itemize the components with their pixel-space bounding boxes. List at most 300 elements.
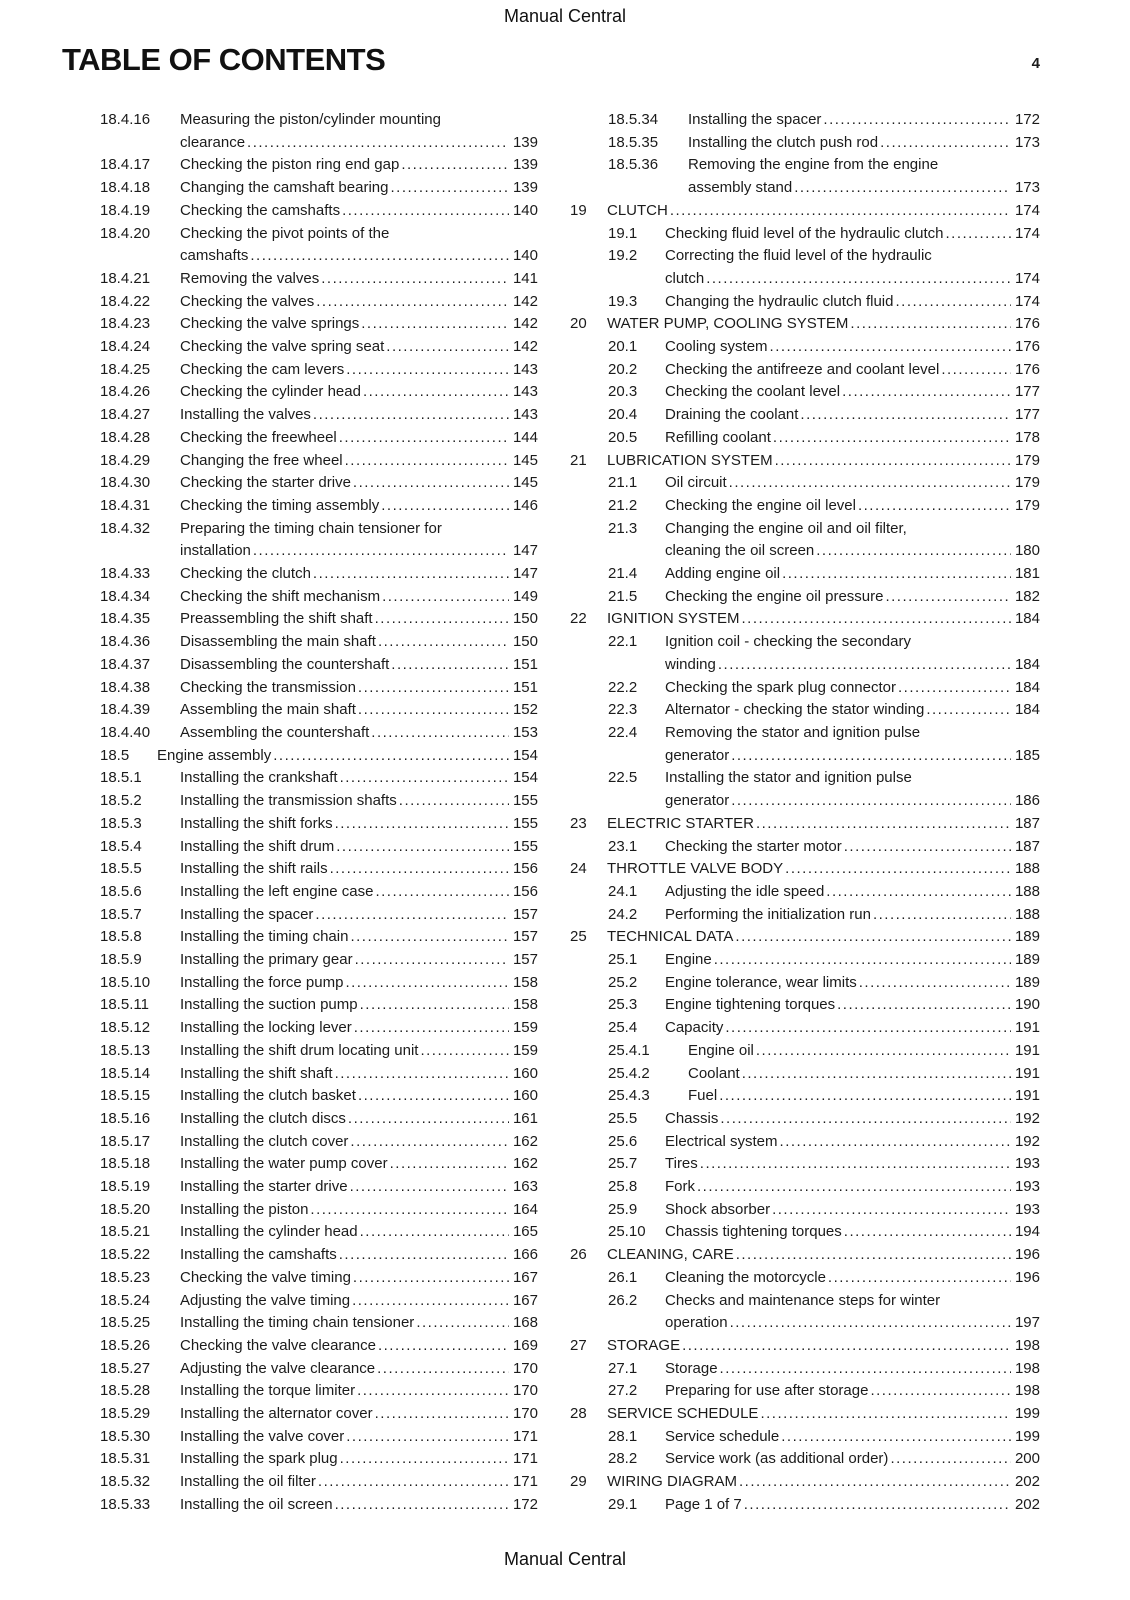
toc-entry-last-line — [688, 132, 1040, 155]
toc-entry — [62, 177, 538, 200]
toc-entry-title: Installing the transmission shafts — [180, 792, 397, 810]
toc-entry-title: Installing the clutch cover — [180, 1132, 349, 1150]
toc-entry-title: Preparing for use after storage — [665, 1382, 869, 1400]
toc-entry-body — [665, 336, 1040, 359]
toc-entry-last-line — [665, 1494, 1040, 1517]
dot-leader — [350, 926, 509, 949]
dot-leader — [742, 608, 1011, 631]
toc-entry-title: Shock absorber — [665, 1200, 771, 1218]
running-footer: Manual Central — [503, 1549, 627, 1569]
toc-entry-page: 139 — [512, 133, 538, 151]
toc-entry — [62, 472, 538, 495]
toc-entry-title: Disassembling the countershaft — [180, 655, 390, 673]
dot-leader — [775, 450, 1011, 473]
toc-entry-body — [665, 994, 1040, 1017]
toc-entry-body — [180, 1131, 538, 1154]
toc-entry-last-line — [180, 1085, 538, 1108]
toc-entry-last-line — [665, 1131, 1040, 1154]
toc-entry — [570, 1063, 1040, 1086]
toc-entry-last-line — [665, 790, 1040, 813]
dot-leader — [273, 745, 509, 768]
toc-entry-last-line — [665, 972, 1040, 995]
toc-entry-body — [180, 472, 538, 495]
toc-entry-number: 28 — [570, 1405, 587, 1423]
toc-entry — [62, 836, 538, 859]
toc-entry-body — [665, 1153, 1040, 1176]
toc-entry — [570, 313, 1040, 336]
toc-entry-page: 173 — [1014, 179, 1040, 197]
toc-entry — [62, 1017, 538, 1040]
toc-entry-title: Installing the left engine case — [180, 882, 374, 900]
toc-entry-last-line — [180, 1403, 538, 1426]
toc-entry-page: 144 — [512, 428, 538, 446]
toc-entry-body — [665, 1358, 1040, 1381]
toc-entry-last-line — [180, 1380, 538, 1403]
toc-entry-body — [180, 1335, 538, 1358]
dot-leader — [885, 586, 1011, 609]
toc-entry-body — [665, 1108, 1040, 1131]
toc-entry-page: 196 — [1014, 1246, 1040, 1264]
toc-entry-number: 18.5.11 — [100, 996, 149, 1014]
dot-leader — [355, 949, 509, 972]
toc-entry-body — [665, 1176, 1040, 1199]
toc-entry-page: 191 — [1014, 1041, 1040, 1059]
toc-entry-number: 18.4.31 — [100, 496, 151, 514]
toc-entry-title: Disassembling the main shaft — [180, 633, 376, 651]
toc-entry — [62, 994, 538, 1017]
toc-entry-body — [157, 745, 538, 768]
toc-entry-title: SERVICE SCHEDULE — [607, 1405, 759, 1423]
toc-entry-number: 18.4.24 — [100, 338, 151, 356]
toc-entry-body — [665, 223, 1040, 246]
dot-leader — [823, 109, 1011, 132]
toc-entry — [62, 1358, 538, 1381]
toc-entry-number: 25.10 — [608, 1223, 646, 1241]
toc-entry-title: Installing the valve cover — [180, 1427, 345, 1445]
toc-entry-number: 21.3 — [608, 519, 638, 537]
toc-entry-number: 23.1 — [608, 837, 638, 855]
dot-leader — [873, 904, 1011, 927]
toc-entry-title: Alternator - checking the stator winding — [665, 701, 925, 719]
toc-entry-body — [180, 1176, 538, 1199]
toc-entry-number: 18.5.10 — [100, 973, 151, 991]
dot-leader — [756, 813, 1011, 836]
toc-entry-page: 161 — [512, 1109, 538, 1127]
toc-entry-number: 18.4.32 — [100, 519, 151, 537]
toc-entry-page: 184 — [1014, 678, 1040, 696]
dot-leader — [401, 154, 509, 177]
toc-entry-last-line — [688, 177, 1040, 200]
dot-leader — [353, 472, 509, 495]
toc-entry-title: Storage — [665, 1359, 718, 1377]
toc-entry-page: 188 — [1014, 882, 1040, 900]
toc-entry-number: 18.5.3 — [100, 814, 142, 832]
dot-leader — [736, 1244, 1011, 1267]
toc-entry-number: 24 — [570, 860, 587, 878]
toc-entry-body — [665, 1494, 1040, 1517]
toc-entry-page: 202 — [1014, 1495, 1040, 1513]
toc-entry — [570, 427, 1040, 450]
toc-entry-body — [665, 949, 1040, 972]
toc-entry-title: Checking the coolant level — [665, 383, 841, 401]
toc-entry-last-line — [688, 1085, 1040, 1108]
toc-entry — [570, 1380, 1040, 1403]
dot-leader — [342, 200, 509, 223]
toc-entry — [570, 1040, 1040, 1063]
toc-entry-number: 19.1 — [608, 224, 638, 242]
toc-entry-number: 25.4 — [608, 1019, 638, 1037]
toc-entry-body — [607, 926, 1040, 949]
toc-entry-title-line: Correcting the fluid level of the hydraulic — [665, 247, 932, 265]
toc-entry-last-line — [665, 1108, 1040, 1131]
toc-entry-number: 25.1 — [608, 951, 638, 969]
toc-entry-body — [180, 654, 538, 677]
toc-entry-page: 159 — [512, 1041, 538, 1059]
toc-entry-body — [688, 109, 1040, 132]
toc-entry — [570, 1131, 1040, 1154]
dot-leader — [850, 313, 1011, 336]
toc-entry-number: 25.3 — [608, 996, 638, 1014]
dot-leader — [335, 1494, 509, 1517]
toc-entry-last-line — [180, 291, 538, 314]
toc-entry-title: Checking the spark plug connector — [665, 678, 896, 696]
toc-entry-number: 29.1 — [608, 1495, 638, 1513]
toc-entry-page: 174 — [1014, 269, 1040, 287]
toc-entry-title: Installing the suction pump — [180, 996, 358, 1014]
toc-column-right — [570, 109, 1040, 1517]
page-title: TABLE OF CONTENTS — [62, 42, 386, 77]
toc-entry-number: 20.1 — [608, 338, 638, 356]
toc-entry-title: ELECTRIC STARTER — [607, 814, 754, 832]
toc-entry-title: Installing the timing chain tensioner — [180, 1314, 415, 1332]
toc-entry-body — [180, 722, 538, 745]
toc-entry — [570, 154, 1040, 199]
dot-leader — [780, 1131, 1011, 1154]
toc-entry-last-line — [180, 1244, 538, 1267]
toc-entry-body — [607, 1403, 1040, 1426]
toc-entry-number: 18.5.15 — [100, 1087, 151, 1105]
toc-entry-page: 177 — [1014, 383, 1040, 401]
toc-entry-title: Installing the spark plug — [180, 1450, 338, 1468]
toc-entry-number: 18.5.7 — [100, 905, 142, 923]
toc-entry-body — [180, 994, 538, 1017]
toc-entry-last-line — [665, 654, 1040, 677]
toc-entry-last-line — [665, 1153, 1040, 1176]
dot-leader — [725, 1017, 1011, 1040]
toc-entry — [62, 813, 538, 836]
toc-entry-body — [180, 699, 538, 722]
dot-leader — [794, 177, 1011, 200]
toc-entry-number: 25.8 — [608, 1178, 638, 1196]
toc-entry-page: 198 — [1014, 1382, 1040, 1400]
toc-entry-title: Oil circuit — [665, 474, 727, 492]
toc-entry-body — [180, 291, 538, 314]
toc-entry-title-line: Ignition coil - checking the secondary — [665, 633, 911, 651]
toc-entry — [570, 1221, 1040, 1244]
toc-entry-number: 25.4.1 — [608, 1041, 650, 1059]
toc-entry-body — [665, 586, 1040, 609]
toc-entry-body — [665, 1267, 1040, 1290]
toc-entry-title: Changing the free wheel — [180, 451, 343, 469]
dot-leader — [358, 1085, 509, 1108]
toc-entry-page: 147 — [512, 542, 538, 560]
toc-entry-last-line — [607, 1471, 1040, 1494]
toc-entry-body — [180, 1448, 538, 1471]
toc-entry — [570, 1244, 1040, 1267]
toc-entry-page: 170 — [512, 1405, 538, 1423]
toc-entry-page: 184 — [1014, 655, 1040, 673]
toc-entry-title: Adjusting the valve clearance — [180, 1359, 376, 1377]
toc-entry-page: 170 — [512, 1359, 538, 1377]
toc-entry-last-line — [180, 404, 538, 427]
dot-leader — [352, 1290, 509, 1313]
toc-entry-number: 21.4 — [608, 565, 638, 583]
toc-entry-title: Installing the spacer — [688, 111, 822, 128]
toc-entry-body — [180, 767, 538, 790]
toc-entry-page: 202 — [1014, 1473, 1040, 1491]
toc-entry-number: 18.4.36 — [100, 633, 151, 651]
toc-entry-last-line — [607, 200, 1040, 223]
dot-leader — [335, 813, 509, 836]
toc-entry-page: 151 — [512, 655, 538, 673]
toc-entry — [570, 245, 1040, 290]
toc-entry-number: 18.4.17 — [100, 156, 151, 174]
toc-entry-last-line — [665, 381, 1040, 404]
dot-leader — [315, 904, 509, 927]
dot-leader — [358, 677, 509, 700]
dot-leader — [682, 1335, 1011, 1358]
toc-entry-last-line — [180, 1063, 538, 1086]
toc-entry-last-line — [180, 699, 538, 722]
toc-entry-number: 18.5.34 — [608, 111, 659, 128]
toc-entry-body — [180, 790, 538, 813]
toc-entry-body — [180, 1380, 538, 1403]
toc-entry-body — [180, 495, 538, 518]
toc-entry-title: Draining the coolant — [665, 406, 799, 424]
dot-leader — [345, 450, 509, 473]
toc-entry-title: clearance — [180, 133, 246, 151]
toc-entry-title: TECHNICAL DATA — [607, 928, 734, 946]
toc-entry-last-line — [688, 1063, 1040, 1086]
toc-entry-last-line — [180, 790, 538, 813]
toc-entry-title: Installing the shift shaft — [180, 1064, 333, 1082]
toc-entry-title: Checking the valve spring seat — [180, 338, 385, 356]
dot-leader — [756, 1040, 1011, 1063]
toc-entry-title-line: Removing the engine from the engine — [688, 156, 939, 174]
toc-entry-last-line — [180, 1290, 538, 1313]
dot-leader — [348, 1108, 509, 1131]
toc-entry-page: 167 — [512, 1291, 538, 1309]
toc-entry-number: 18.4.29 — [100, 451, 151, 469]
toc-entry-page: 176 — [1014, 315, 1040, 333]
toc-entry-number: 26 — [570, 1246, 587, 1264]
toc-entry — [570, 1290, 1040, 1335]
toc-entry-page: 146 — [512, 496, 538, 514]
toc-entry-body — [180, 926, 538, 949]
toc-entry-page: 170 — [512, 1382, 538, 1400]
toc-entry-last-line — [665, 1199, 1040, 1222]
toc-entry — [62, 1380, 538, 1403]
toc-entry-body — [607, 608, 1040, 631]
toc-entry-number: 18.5.36 — [608, 156, 659, 174]
toc-entry-last-line — [180, 495, 538, 518]
toc-entry — [570, 1403, 1040, 1426]
toc-entry-title: clutch — [665, 269, 705, 287]
dot-leader — [731, 790, 1011, 813]
toc-entry-number: 18.4.30 — [100, 474, 151, 492]
toc-entry-last-line — [180, 268, 538, 291]
toc-entry-last-line — [665, 1426, 1040, 1449]
toc-entry-page: 155 — [512, 814, 538, 832]
toc-entry-title: Performing the initialization run — [665, 905, 871, 923]
dot-leader — [859, 972, 1011, 995]
toc-entry-last-line — [180, 1267, 538, 1290]
toc-entry — [62, 291, 538, 314]
toc-entry — [570, 1153, 1040, 1176]
toc-entry — [62, 109, 538, 154]
toc-entry-number: 18.5.19 — [100, 1178, 151, 1196]
toc-entry — [570, 1176, 1040, 1199]
toc-entry-last-line — [180, 313, 538, 336]
dot-leader — [739, 1471, 1011, 1494]
running-header: Manual Central — [503, 6, 627, 26]
toc-entry-last-line — [180, 132, 538, 155]
dot-leader — [416, 1312, 509, 1335]
toc-entry-title: STORAGE — [607, 1336, 681, 1354]
dot-leader — [336, 836, 509, 859]
toc-entry-body — [180, 1471, 538, 1494]
toc-entry-body — [665, 518, 1040, 563]
toc-entry — [570, 200, 1040, 223]
toc-entry-page: 185 — [1014, 746, 1040, 764]
dot-leader — [870, 1380, 1011, 1403]
toc-entry-number: 27.2 — [608, 1382, 638, 1400]
toc-entry-number: 18.4.38 — [100, 678, 151, 696]
toc-entry-body — [665, 677, 1040, 700]
toc-entry-last-line — [665, 1380, 1040, 1403]
dot-leader — [360, 994, 509, 1017]
toc-entry-body — [665, 767, 1040, 812]
dot-leader — [313, 563, 509, 586]
toc-entry-body — [607, 450, 1040, 473]
toc-entry-number: 18.5.14 — [100, 1064, 151, 1082]
toc-entry-number: 18.5.35 — [608, 133, 659, 151]
toc-entry — [62, 1403, 538, 1426]
toc-entry-last-line — [607, 813, 1040, 836]
toc-entry-last-line — [665, 427, 1040, 450]
toc-entry-title: Installing the alternator cover — [180, 1405, 373, 1423]
toc-entry-last-line — [180, 563, 538, 586]
toc-entry — [62, 767, 538, 790]
toc-entry — [62, 518, 538, 563]
toc-entry — [62, 790, 538, 813]
toc-entry-last-line — [665, 223, 1040, 246]
toc-entry-title: Installing the clutch discs — [180, 1109, 346, 1127]
toc-entry-last-line — [180, 1494, 538, 1517]
toc-entry-page: 150 — [512, 633, 538, 651]
toc-entry — [62, 563, 538, 586]
toc-entry-body — [665, 699, 1040, 722]
toc-entry-page: 187 — [1014, 814, 1040, 832]
toc-entry-title-line: Checks and maintenance steps for winter — [665, 1291, 941, 1309]
toc-entry-title: Checking the valve timing — [180, 1268, 351, 1286]
toc-entry-page: 152 — [512, 701, 538, 719]
toc-entry-page: 143 — [512, 383, 538, 401]
toc-entry-last-line — [157, 745, 538, 768]
toc-entry-body — [665, 404, 1040, 427]
dot-leader — [358, 699, 509, 722]
toc-entry — [62, 722, 538, 745]
toc-entry-title: Checking fluid level of the hydraulic clutch — [665, 224, 944, 242]
toc-entry-number: 18.5.24 — [100, 1291, 151, 1309]
toc-entry-number: 18.4.27 — [100, 406, 151, 424]
toc-entry-body — [607, 858, 1040, 881]
toc-entry-last-line — [180, 1448, 538, 1471]
toc-entry-number: 25.4.3 — [608, 1087, 650, 1105]
dot-leader — [760, 1403, 1011, 1426]
toc-entry — [62, 949, 538, 972]
toc-entry — [570, 1471, 1040, 1494]
toc-entry — [62, 427, 538, 450]
toc-entry-page: 180 — [1014, 542, 1040, 560]
toc-entry-number: 18.5.25 — [100, 1314, 151, 1332]
toc-entry-last-line — [180, 586, 538, 609]
toc-entry-body — [180, 1085, 538, 1108]
toc-entry — [62, 1176, 538, 1199]
dot-leader — [360, 1221, 509, 1244]
toc-entry-body — [688, 1085, 1040, 1108]
toc-entry-page: 164 — [512, 1200, 538, 1218]
toc-entry-title: assembly stand — [688, 179, 793, 197]
toc-entry — [62, 154, 538, 177]
toc-entry-page: 158 — [512, 996, 538, 1014]
toc-entry-body — [665, 904, 1040, 927]
toc-entry-title: winding — [665, 655, 716, 673]
toc-entry-last-line — [180, 1017, 538, 1040]
toc-entry-title: Checking the cam levers — [180, 360, 345, 378]
toc-entry-page: 188 — [1014, 860, 1040, 878]
dot-leader — [350, 1176, 509, 1199]
toc-entry-title: Engine tightening torques — [665, 996, 836, 1014]
toc-entry-title: Checking the clutch — [180, 565, 311, 583]
toc-entry-title: Installing the shift forks — [180, 814, 333, 832]
toc-entry-body — [665, 722, 1040, 767]
toc-entry — [570, 1085, 1040, 1108]
toc-entry-page: 198 — [1014, 1336, 1040, 1354]
toc-entry-body — [607, 313, 1040, 336]
toc-entry-title: Checking the starter motor — [665, 837, 842, 855]
toc-entry-title: Changing the hydraulic clutch fluid — [665, 292, 894, 310]
toc-entry — [62, 972, 538, 995]
toc-entry-title: Checking the shift mechanism — [180, 587, 381, 605]
toc-entry-title: Assembling the main shaft — [180, 701, 356, 719]
toc-entry-title: Checking the valve clearance — [180, 1336, 376, 1354]
toc-entry — [62, 904, 538, 927]
toc-entry-body — [180, 518, 538, 563]
toc-entry-last-line — [180, 200, 538, 223]
toc-entry-number: 22 — [570, 610, 587, 628]
toc-entry-number: 18.5.12 — [100, 1019, 151, 1037]
toc-entry-number: 18.4.28 — [100, 428, 151, 446]
toc-entry — [62, 1221, 538, 1244]
toc-entry — [62, 1153, 538, 1176]
dot-leader — [826, 881, 1011, 904]
toc-entry-title-line: Preparing the timing chain tensioner for — [180, 519, 442, 537]
toc-entry-title: Page 1 of 7 — [665, 1495, 742, 1513]
dot-leader — [390, 177, 509, 200]
toc-entry-number: 19.3 — [608, 292, 638, 310]
toc-entry-title: Checking the antifreeze and coolant level — [665, 360, 940, 378]
